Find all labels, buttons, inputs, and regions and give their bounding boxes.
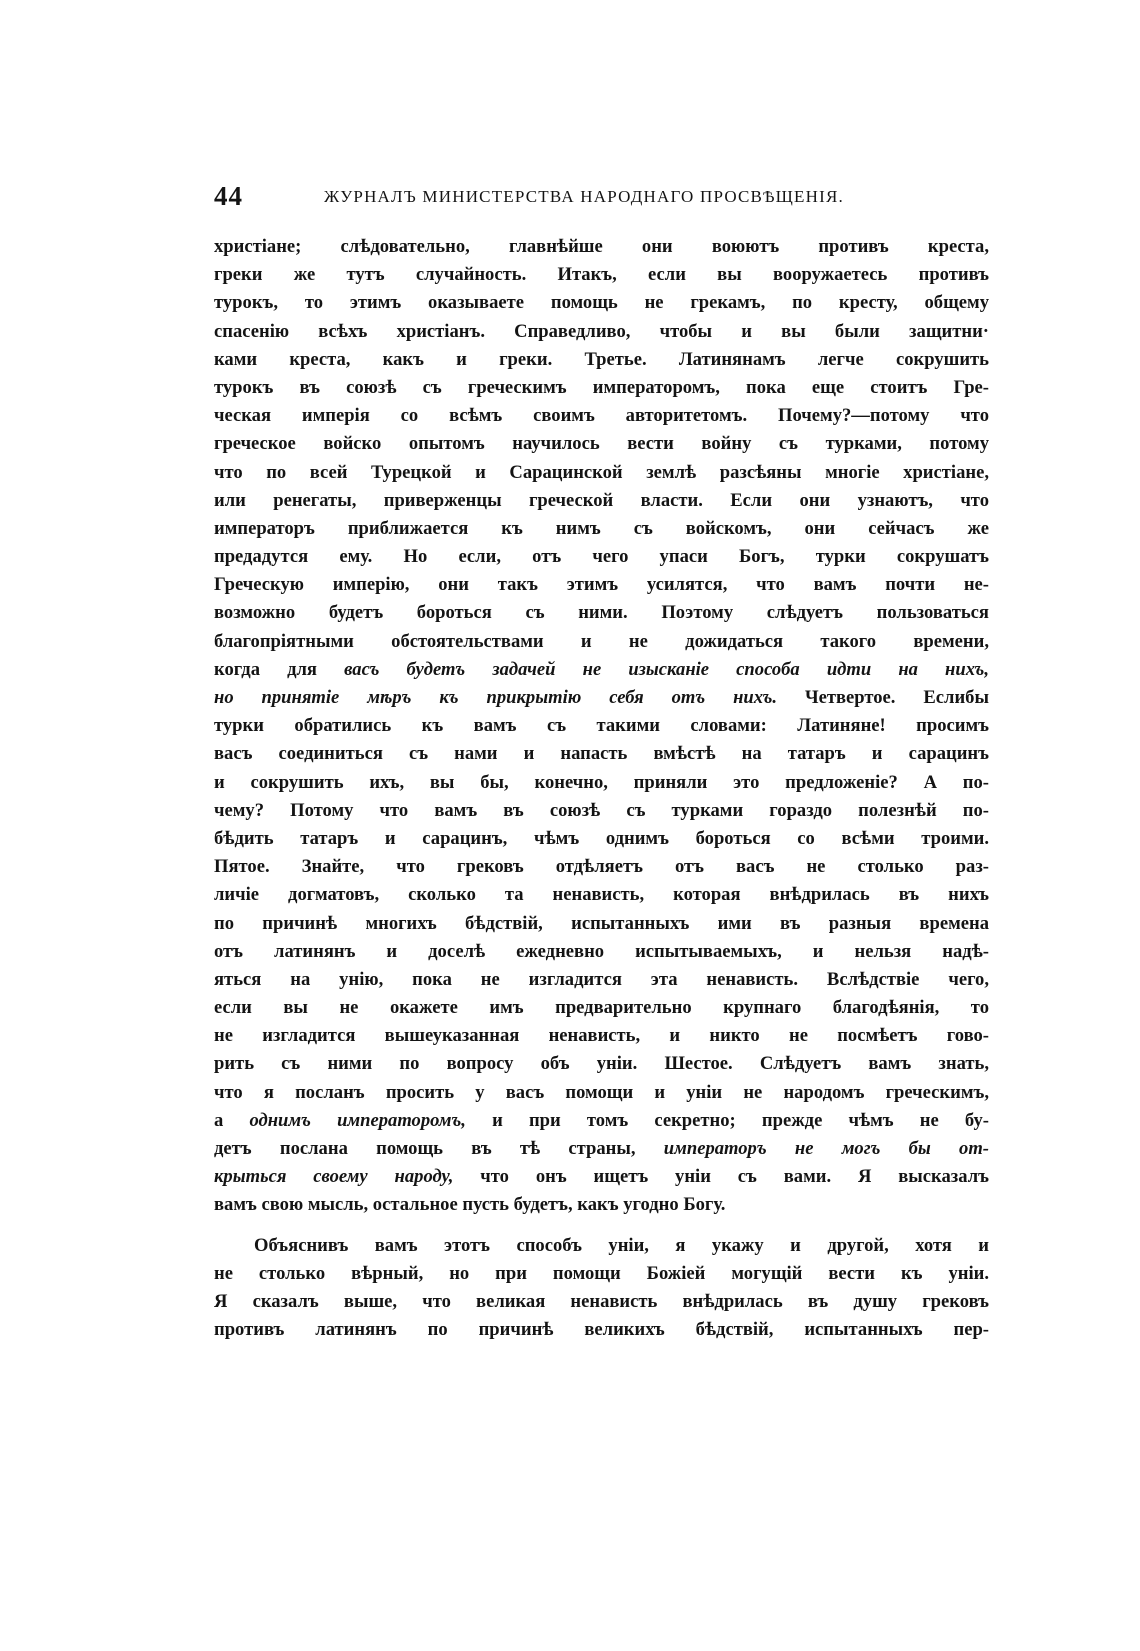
text-line: возможно будетъ бороться съ ними. Поэтому слѣдуетъ пользоваться — [214, 602, 989, 624]
paragraph-1 — [214, 233, 989, 656]
running-title: ЖУРНАЛЪ МИНИСТЕРСТВА НАРОДНАГО ПРОСВѢЩЕНІЯ. — [324, 187, 844, 206]
text-line: турки обратились къ вамъ съ такими словами: Латиняне! просимъ — [214, 715, 989, 737]
text-line: греческое войско опытомъ научилось вести войну съ турками, потому — [214, 433, 989, 455]
page-header — [214, 181, 989, 217]
italic-text: васъ будетъ задачей не изысканіе способа идти на нихъ, — [344, 658, 989, 680]
paragraph-2 — [214, 1232, 989, 1345]
text-line: яться на унію, пока не изгладится эта ненависть. Вслѣдствіе чего, — [214, 968, 989, 990]
text-line: ками креста, какъ и греки. Третье. Латинянамъ легче сокрушить — [214, 348, 989, 370]
text-line: Я сказалъ выше, что великая ненависть внѣдрилась въ душу грековъ — [214, 1290, 989, 1312]
text-line: христіане; слѣдовательно, главнѣйше они воюютъ противъ креста, — [214, 236, 989, 257]
text-line: спасенію всѣхъ христіанъ. Справедливо, чтобы и вы были защитни· — [214, 320, 989, 342]
text-line: детъ послана помощь въ тѣ страны, императоръ не могъ бы от- — [214, 1138, 989, 1159]
text-line: вамъ свою мысль, остальное пусть будетъ, какъ угодно Богу. — [214, 1194, 726, 1216]
text-line: ческая имперія со всѣмъ своимъ авторитетомъ. Почему?—потому что — [214, 405, 989, 427]
italic-text: императоръ не могъ бы от- — [663, 1138, 989, 1159]
text-line: благопріятными обстоятельствами и не дожидаться такого времени, — [214, 630, 989, 652]
text-line: не изгладится вышеуказанная ненависть, и никто не посмѣетъ гово- — [214, 1025, 989, 1047]
text-line: что по всей Турецкой и Сарацинской землѣ разсѣяны многіе христіане, — [214, 461, 989, 483]
text-line: и сокрушить ихъ, вы бы, конечно, приняли это предложеніе? А по- — [214, 771, 989, 793]
text-line: турокъ, то этимъ оказываете помощь не грекамъ, по кресту, общему — [214, 292, 989, 314]
text-line: предадутся ему. Но если, отъ чего упаси Богъ, турки сокрушатъ — [214, 546, 989, 568]
text-line: Пятое. Знайте, что грековъ отдѣляетъ отъ васъ не столько раз- — [214, 856, 989, 878]
text-line: или ренегаты, приверженцы греческой власти. Если они узнаютъ, что — [214, 489, 989, 511]
page-number: 44 — [214, 181, 243, 211]
text-line: турокъ въ союзѣ съ греческимъ императоромъ, пока еще стоитъ Гре- — [214, 376, 989, 398]
text-line: Объяснивъ вамъ этотъ способъ уніи, я укажу и другой, хотя и — [254, 1234, 989, 1256]
text-line: если вы не окажете имъ предварительно крупнаго благодѣянія, то — [214, 997, 989, 1019]
text-line: личіе догматовъ, сколько та ненависть, которая внѣдрилась въ нихъ — [214, 884, 989, 906]
body-text — [214, 233, 989, 1344]
text-line: а однимъ императоромъ, и при томъ секретно; прежде чѣмъ не бу- — [214, 1109, 989, 1131]
text-line: крыться своему народу, что онъ ищетъ уніи съ вами. Я высказалъ — [214, 1166, 989, 1188]
text-line: императоръ приближается къ нимъ съ войскомъ, они сейчасъ же — [214, 517, 989, 539]
text-line: что я посланъ просить у васъ помощи и уніи не народомъ греческимъ, — [214, 1081, 989, 1103]
text-line: по причинѣ многихъ бѣдствій, испытанныхъ ими въ разныя времена — [214, 912, 989, 934]
text-line: отъ латинянъ и доселѣ ежедневно испытываемыхъ, и нельзя надѣ- — [214, 940, 989, 962]
text-line: но принятіе мѣръ къ прикрытію себя отъ нихъ. Четвертое. Еслибы — [214, 687, 989, 708]
italic-text: крыться своему народу, — [214, 1166, 454, 1188]
text-line: бѣдить татаръ и сарацинъ, чѣмъ однимъ бороться со всѣми троими. — [214, 827, 989, 849]
text-line: Греческую имперію, они такъ этимъ усилятся, что вамъ почти не- — [214, 574, 989, 596]
italic-text: но принятіе мѣръ къ прикрытію себя отъ нихъ. — [214, 687, 778, 708]
text-line: противъ латинянъ по причинѣ великихъ бѣдствій, испытанныхъ пер- — [214, 1319, 989, 1341]
text-line: греки же тутъ случайность. Итакъ, если вы вооружаетесь противъ — [214, 264, 989, 286]
text-line: васъ соединиться съ нами и напасть вмѣстѣ на татаръ и сарацинъ — [214, 743, 989, 765]
paragraph-1-continued — [214, 712, 989, 1107]
text-line: чему? Потому что вамъ въ союзѣ съ турками гораздо полезнѣй по- — [214, 799, 989, 821]
text-line: не столько вѣрный, но при помощи Божіей могущій вести къ уніи. — [214, 1262, 989, 1284]
italic-text: однимъ императоромъ, — [249, 1109, 466, 1131]
text-line: когда для васъ будетъ задачей не изысканіе способа идти на нихъ, — [214, 658, 989, 680]
text-line: рить съ ними по вопросу объ уніи. Шестое. Слѣдуетъ вамъ знать, — [214, 1053, 989, 1075]
